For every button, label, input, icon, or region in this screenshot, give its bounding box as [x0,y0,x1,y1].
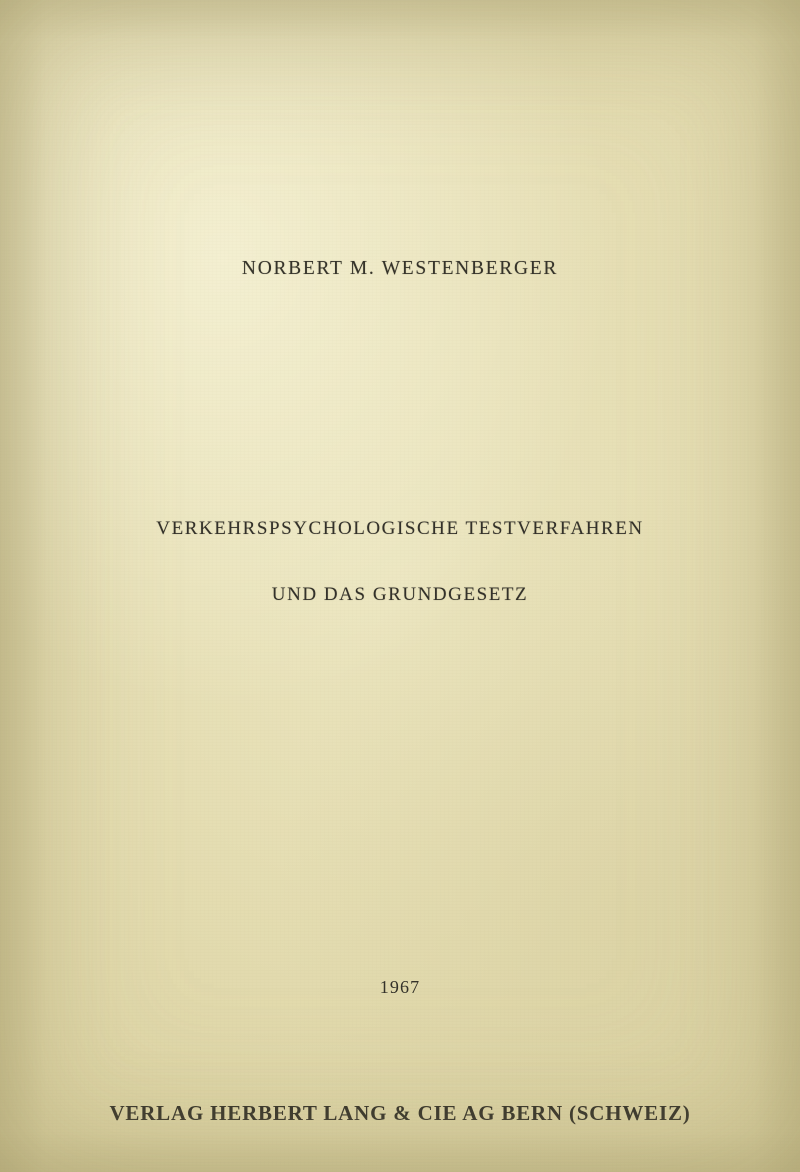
title-block [0,518,800,606]
title-line-1: VERKEHRSPSYCHOLOGISCHE TESTVERFAHREN [156,518,644,539]
author-name: NORBERT M. WESTENBERGER [241,258,559,279]
publication-year: 1967 [379,977,421,997]
title-line-2: UND DAS GRUNDGESETZ [271,584,529,605]
publisher-imprint: VERLAG HERBERT LANG & CIE AG BERN (SCHWEIZ) [109,1101,691,1125]
